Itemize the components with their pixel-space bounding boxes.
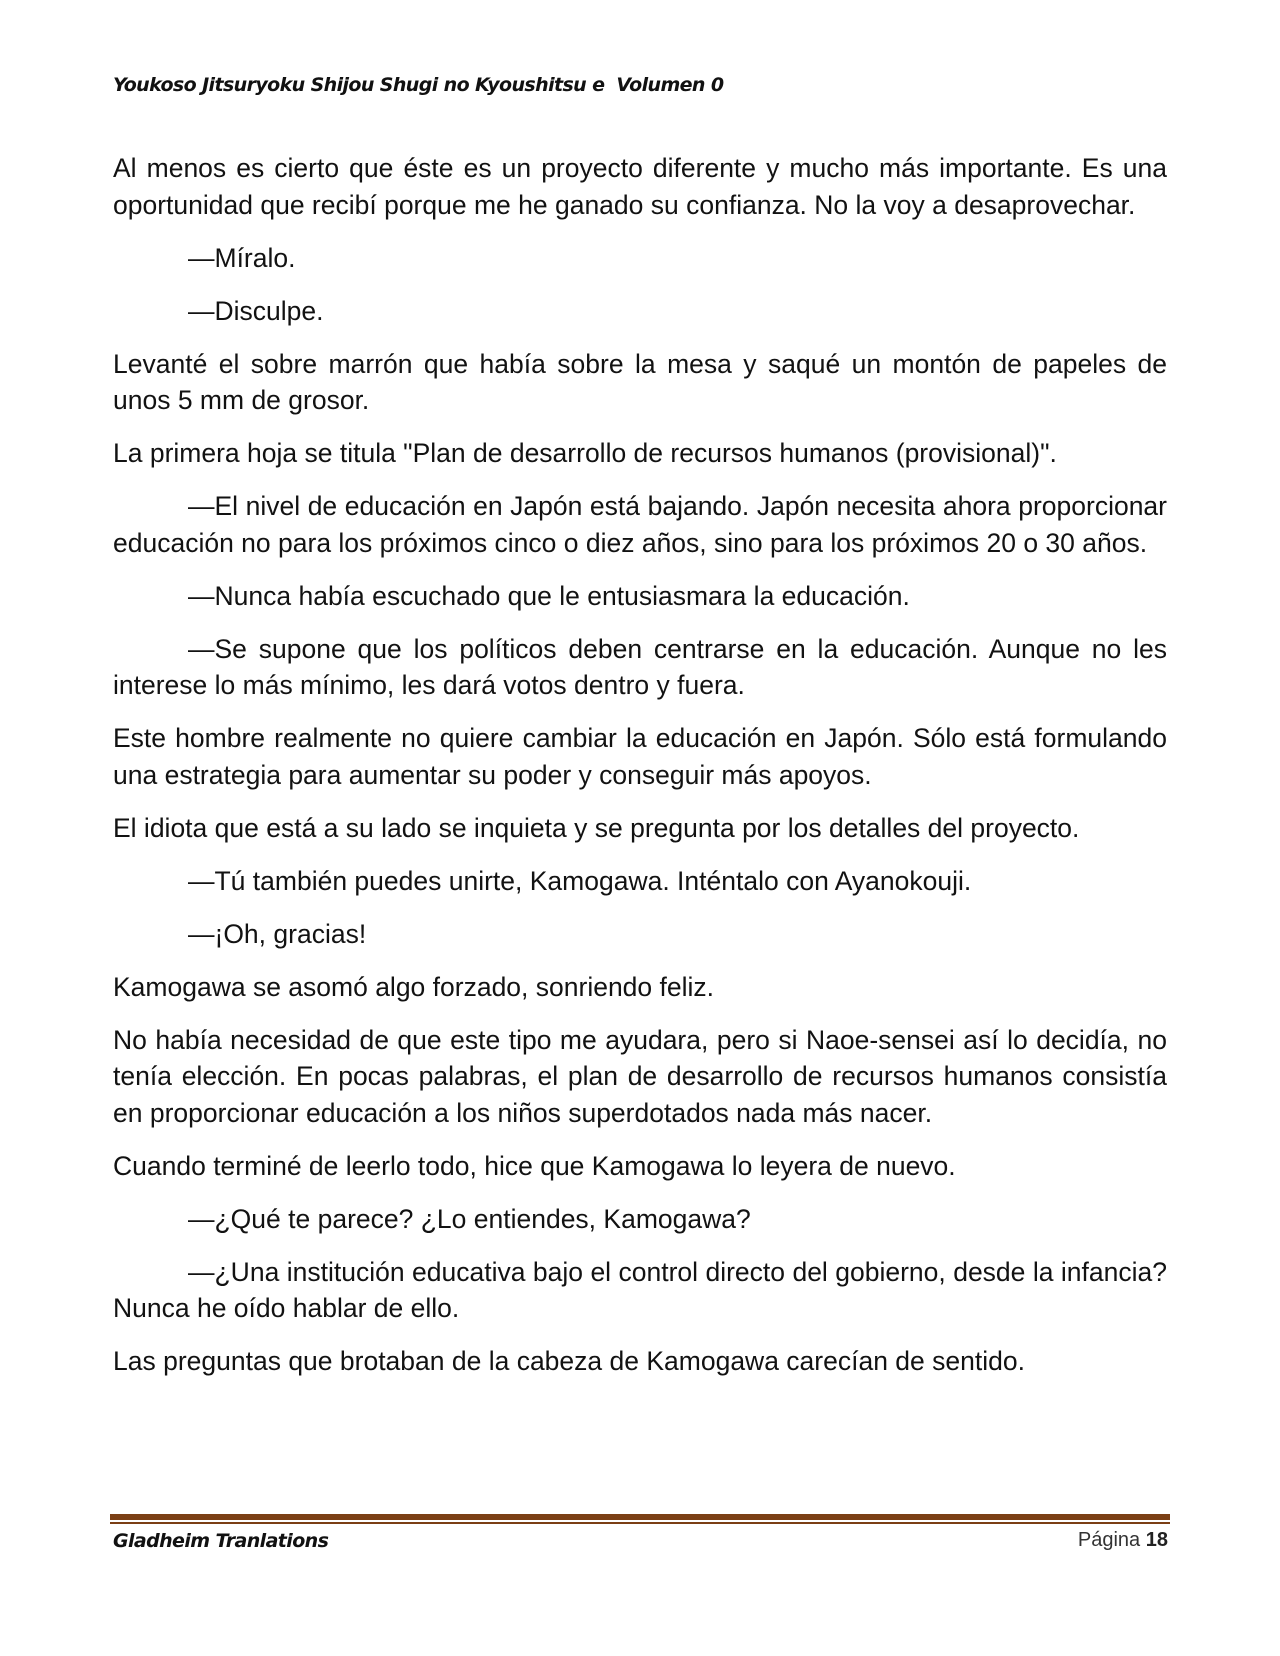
paragraph-narration: Cuando terminé de leerlo todo, hice que Kamogawa lo leyera de nuevo. — [113, 1150, 956, 1181]
paragraph-narration: Levanté el sobre marrón que había sobre la mesa y saqué un montón de papeles de unos 5 mm de grosor. — [113, 348, 1167, 415]
paragraph-dialogue: —¿Qué te parece? ¿Lo entiendes, Kamogawa? — [188, 1203, 751, 1234]
paragraph-dialogue: —Nunca había escuchado que le entusiasmara la educación. — [188, 580, 910, 611]
paragraph-narration: Este hombre realmente no quiere cambiar la educación en Japón. Sólo está formulando una estrategia para aumentar su poder y conseguir más apoyos. — [113, 723, 1167, 790]
footer-divider — [110, 1514, 1170, 1525]
page-header-title: Youkoso Jitsuryoku Shijou Shugi no Kyoushitsu e Volumen 0 — [113, 74, 724, 96]
paragraph-narration: Al menos es cierto que éste es un proyecto diferente y mucho más importante. Es una oportunidad que recibí porque me he ganado su confianza. No la voy a desaprovechar. — [113, 153, 1167, 220]
page-number-label — [1078, 1529, 1168, 1552]
paragraph-dialogue: —Tú también puedes unirte, Kamogawa. Inténtalo con Ayanokouji. — [188, 865, 972, 896]
paragraph-narration: Las preguntas que brotaban de la cabeza de Kamogawa carecían de sentido. — [113, 1346, 1025, 1376]
paragraph-narration: No había necesidad de que este tipo me ayudara, pero si Naoe-sensei así lo decidía, no tenía elección. En pocas palabras, el plan de desarrollo de recursos humanos consistía en proporcionar educación a los niños superdotados nada más nacer. — [113, 1024, 1167, 1128]
paragraph-dialogue: —¡Oh, gracias! — [188, 918, 367, 949]
page-number: 18 — [1145, 1529, 1168, 1551]
footer-divider-thick — [110, 1514, 1170, 1520]
paragraph-dialogue: —¿Una institución educativa bajo el control directo del gobierno, desde la infancia? Nunca he oído hablar de ello. — [113, 1256, 1167, 1323]
paragraph-dialogue: —Se supone que los políticos deben centrarse en la educación. Aunque no les interese lo más mínimo, les dará votos dentro y fuera. — [113, 633, 1167, 700]
footer-credit: Gladheim Tranlations — [113, 1530, 329, 1552]
page-label: Página — [1077, 1529, 1141, 1551]
paragraph-dialogue: —Míralo. — [188, 242, 296, 273]
paragraph-dialogue: —El nivel de educación en Japón está bajando. Japón necesita ahora proporcionar educación no para los próximos cinco o diez años, sino para los próximos 20 o 30 años. — [113, 491, 1167, 558]
paragraph-narration: Kamogawa se asomó algo forzado, sonriendo feliz. — [113, 971, 715, 1002]
document-body — [113, 150, 1167, 1396]
paragraph-narration: El idiota que está a su lado se inquieta y se pregunta por los detalles del proyecto. — [113, 812, 1080, 843]
paragraph-dialogue: —Disculpe. — [188, 295, 324, 326]
footer-divider-thin — [110, 1522, 1170, 1524]
paragraph-narration: La primera hoja se titula "Plan de desarrollo de recursos humanos (provisional)". — [113, 438, 1057, 468]
